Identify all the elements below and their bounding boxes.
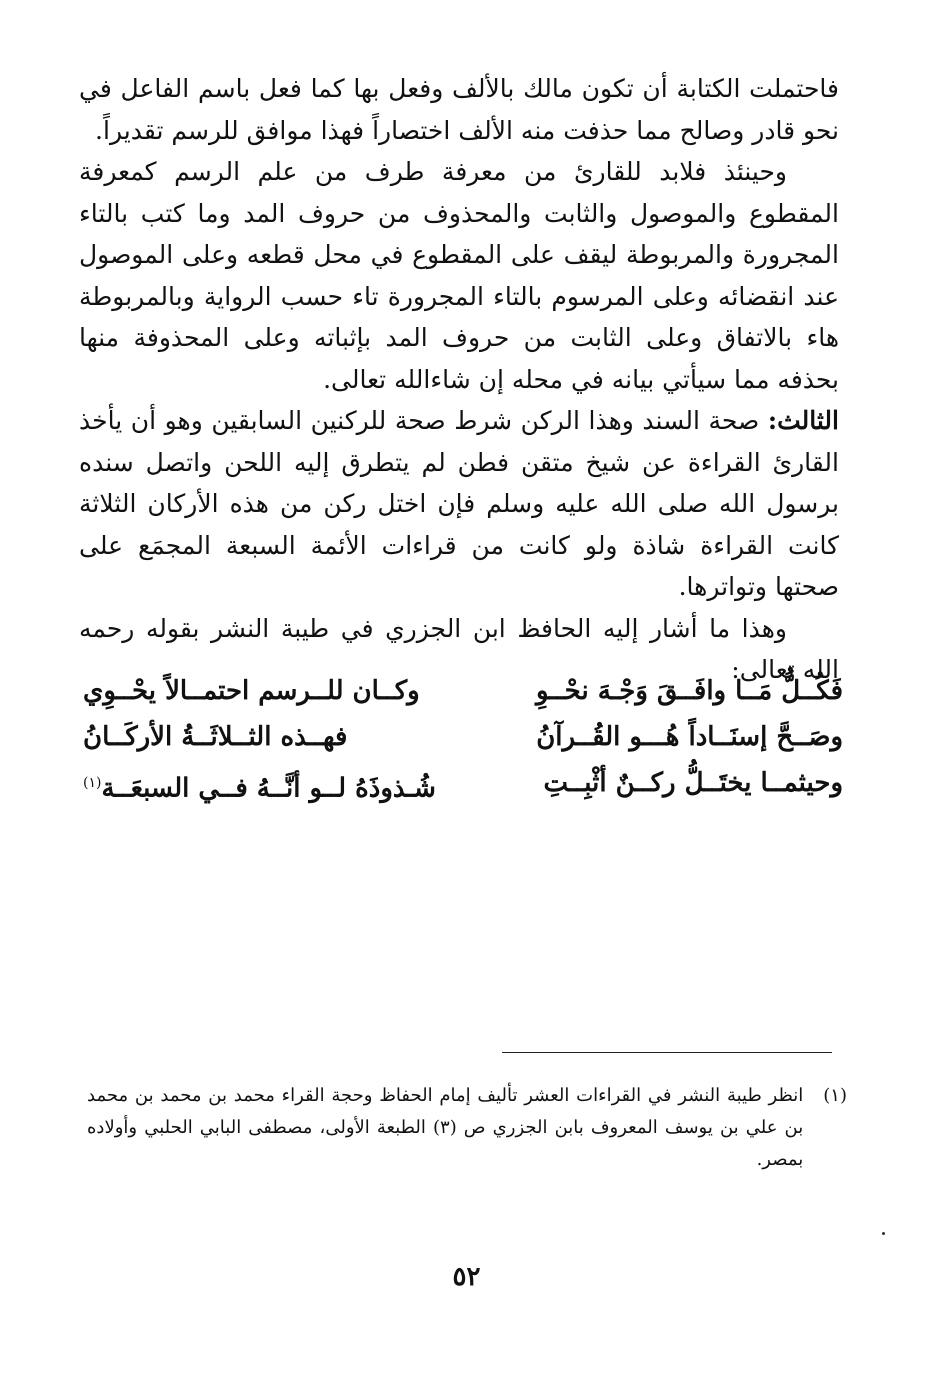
poem-verse-3-second-hemistich-wrap [83,760,436,806]
poem-verse-2 [83,714,843,760]
footnote-marker: (١) [823,1085,847,1106]
paragraph-3-text: صحة السند وهذا الركن شرط صحة للركنين السابقين وهو أن يأخذ القارئ القراءة عن شيخ متقن فطن لم يتطرق إليه اللحن واتصل سنده برسول الله صلى الله عليه وسلم فإن اختل ركن من هذه الأركان الثلاثة كانت القراءة شاذة ولو كانت من قراءات الأئمة السبعة المجمَع على صحتها وتواترها. [79,406,839,601]
poem-verse-2-second-hemistich: فهــذه الثــلاثَــةُ الأركَــانُ [83,722,348,752]
poem-verse-1-second-hemistich: وكــان للــرسم احتمــالاً يحْــوِي [83,676,420,706]
scan-speck [882,1232,885,1235]
paragraph-1 [79,68,839,151]
poem-verse-1 [83,668,843,714]
footnote-text: انظر طيبة النشر في القراءات العشر تأليف إمام الحفاظ وحجة القراء محمد بن محمد بن محمد بن علي بن يوسف المعروف بابن الجزري ص (٣) الطبعة الأولى، مصطفى البابي الحلبي وأولاده بمصر. [87,1085,804,1170]
poem-verse-1-first-hemistich: فَكُــلُّ مَــا وافَــقَ وَجْـهَ نحْــوِ [536,676,843,706]
paragraph-2-text: وحينئذ فلابد للقارئ من معرفة طرف من علم الرسم كمعرفة المقطوع والموصول والثابت والمحذوف من حروف المد وما كتب بالتاء المجرورة والمربوطة ليقف على المقطوع في محل قطعه وعلى الموصول عند انقضائه وعلى المرسوم بالتاء المجرورة تاء حسب الرواية وبالمربوطة هاء بالاتفاق وعلى الثابت من حروف المد بإثباته وعلى المحذوفة منها بحذفه مما سيأتي بيانه في محله إن شاءالله تعالى. [79,157,839,394]
poem-verse-3 [83,760,843,806]
paragraph-1-text: فاحتملت الكتابة أن تكون مالك بالألف وفعل بها كما فعل باسم الفاعل في نحو قادر وصالح مما حذفت منه الألف اختصاراً فهذا موافق للرسم تقديراً. [79,74,839,145]
paragraph-3-lead: الثالث: [767,406,839,435]
poem-verse-3-first-hemistich: وحيثمــا يختَــلُّ ركــنٌ أثْبِــتِ [543,768,843,798]
poem-verse-3-second-hemistich: شُـذوذَهُ لــو أنَّــهُ فــي السبعَــة [101,773,436,804]
paragraph-3 [79,400,839,608]
poem-verses [83,668,843,806]
paragraph-2 [79,151,839,400]
footnote-reference-mark: (١) [83,775,102,791]
footnote [87,1080,847,1176]
page-number: ٥٢ [452,1262,481,1292]
poem-verse-2-first-hemistich: وصَــحَّ إسنَــاداً هُـــو القُــرآنُ [536,722,843,752]
paragraph-4-text: وهذا ما أشار إليه الحافظ ابن الجزري في طيبة النشر بقوله رحمه الله تعالى: [79,613,839,684]
main-text-block [79,68,839,691]
footnote-separator-rule [502,1052,832,1053]
